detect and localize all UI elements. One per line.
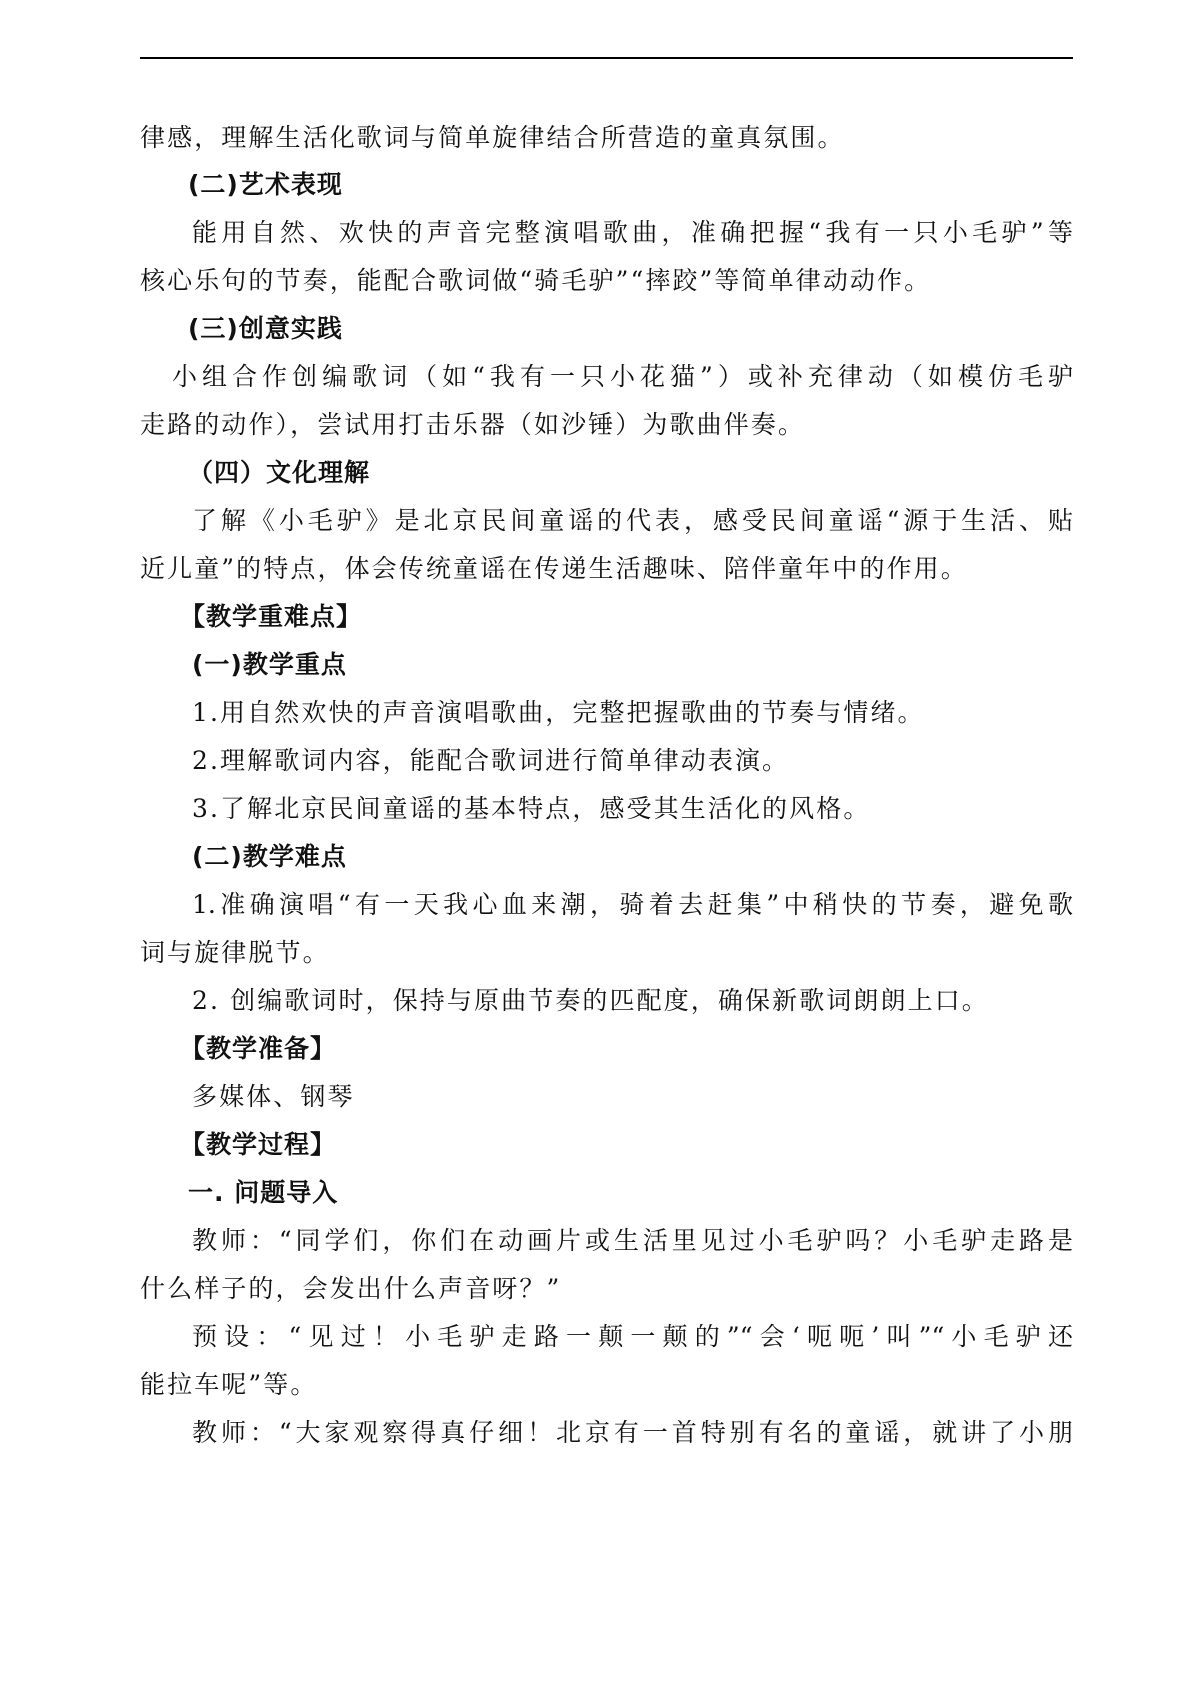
- paragraph-line: 近儿童”的特点，体会传统童谣在传递生活趣味、陪伴童年中的作用。: [140, 554, 968, 583]
- list-item: 2. 创编歌词时，保持与原曲节奏的匹配度，确保新歌词朗朗上口。: [192, 986, 989, 1015]
- paragraph-line: 核心乐句的节奏，能配合歌词做“骑毛驴”“摔跤”等简单律动动作。: [140, 266, 932, 295]
- header-rule: [140, 57, 1073, 59]
- section-heading-cultural-understanding: （四）文化理解: [188, 458, 371, 487]
- list-item: 1.准确演唱“有一天我心血来潮，骑着去赶集”中稍快的节奏，避免歌: [192, 890, 1073, 919]
- paragraph-line: 走路的动作），尝试用打击乐器（如沙锤）为歌曲伴奏。: [140, 410, 806, 439]
- subheading-question-introduction: 一. 问题导入: [188, 1178, 339, 1207]
- section-heading-teaching-preparation: 【教学准备】: [180, 1034, 337, 1063]
- paragraph-line: 词与旋律脱节。: [140, 938, 330, 967]
- paragraph-line: 预设：“见过！小毛驴走路一颠一颠的”“会‘呃呃’叫”“小毛驴还: [192, 1322, 1073, 1351]
- paragraph-line: 律感，理解生活化歌词与简单旋律结合所营造的童真氛围。: [140, 123, 845, 152]
- paragraph-line: 能拉车呢”等。: [140, 1370, 318, 1399]
- paragraph-line: 多媒体、钢琴: [192, 1082, 355, 1111]
- paragraph-line: 了解《小毛驴》是北京民间童谣的代表，感受民间童谣“源于生活、贴: [192, 506, 1073, 535]
- list-item: 2.理解歌词内容，能配合歌词进行简单律动表演。: [192, 746, 790, 775]
- list-item: 3.了解北京民间童谣的基本特点，感受其生活化的风格。: [192, 794, 871, 823]
- paragraph-line: 能用自然、欢快的声音完整演唱歌曲，准确把握“我有一只小毛驴”等: [192, 218, 1073, 247]
- section-heading-key-difficult-points: 【教学重难点】: [180, 602, 363, 631]
- paragraph-line: 什么样子的，会发出什么声音呀？”: [140, 1274, 562, 1303]
- list-item: 1.用自然欢快的声音演唱歌曲，完整把握歌曲的节奏与情绪。: [192, 698, 925, 727]
- subheading-teaching-difficulty: (二)教学难点: [192, 842, 347, 871]
- subheading-teaching-focus: (一)教学重点: [192, 650, 347, 679]
- paragraph-line: 教师：“同学们，你们在动画片或生活里见过小毛驴吗？小毛驴走路是: [192, 1226, 1073, 1255]
- section-heading-creative-practice: (三)创意实践: [188, 314, 343, 343]
- paragraph-line: 教师：“大家观察得真仔细！北京有一首特别有名的童谣，就讲了小朋: [192, 1418, 1073, 1447]
- paragraph-line: 小组合作创编歌词（如“我有一只小花猫”）或补充律动（如模仿毛驴: [172, 362, 1073, 391]
- section-heading-teaching-process: 【教学过程】: [180, 1130, 337, 1159]
- section-heading-artistic-expression: (二)艺术表现: [188, 170, 343, 199]
